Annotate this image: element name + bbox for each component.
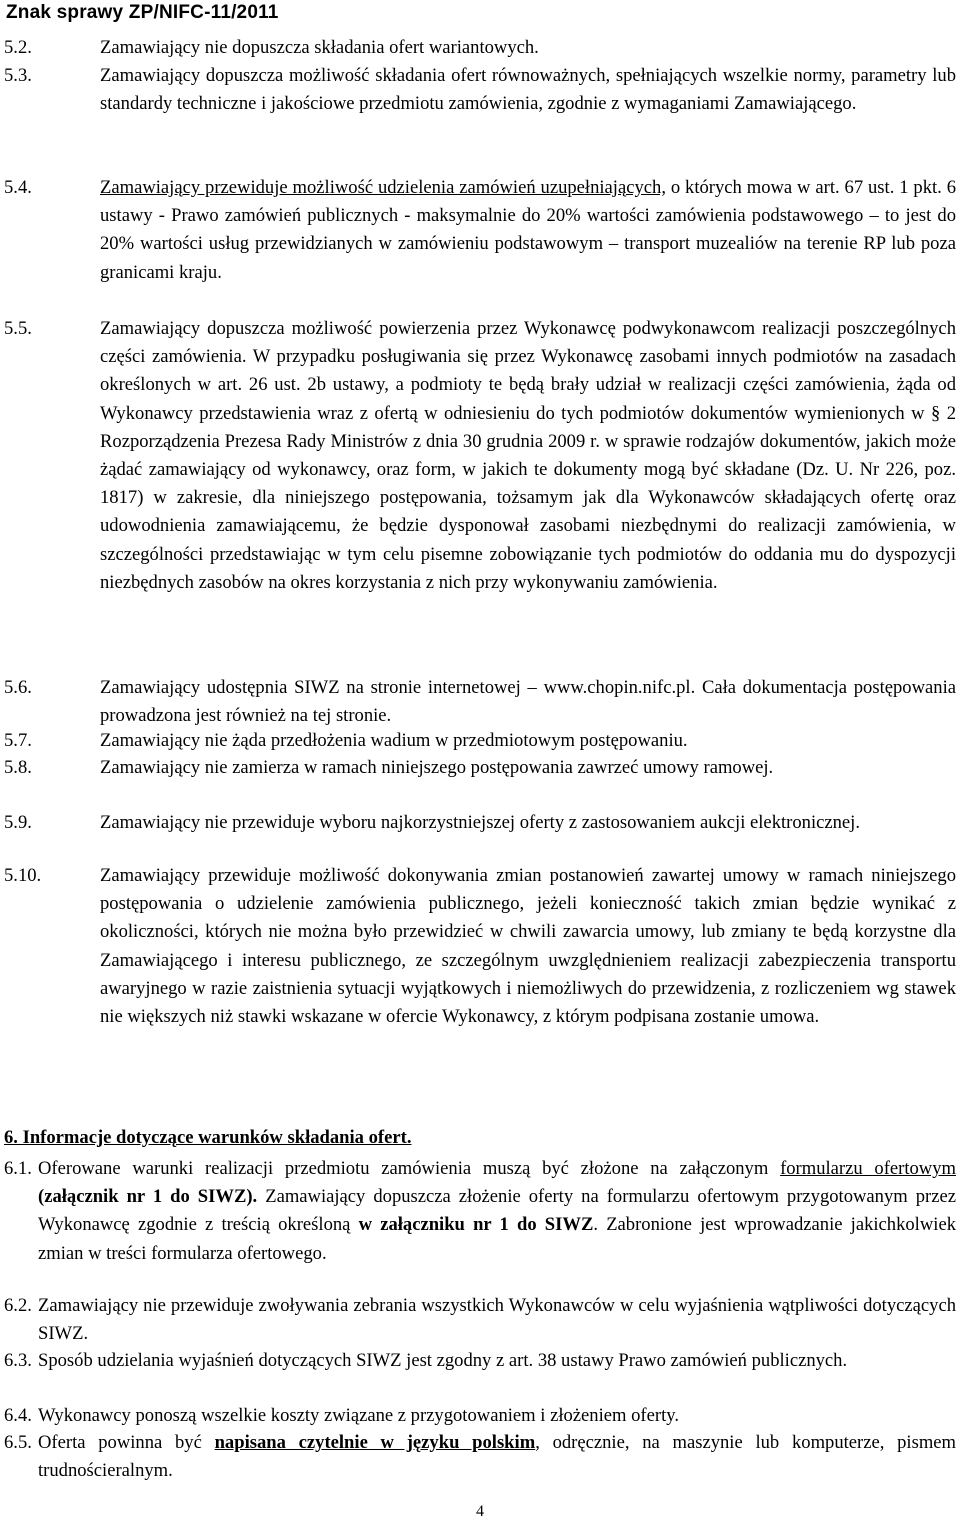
- clause-text: Zamawiający przewiduje możliwość dokonywania zmian postanowień zawartej umowy w ramach niniejszego postępowania o udzielenie zamówienia publicznego, jeżeli konieczność takich zmian będzie wynikać z okoliczności, których nie można było przewidzieć w chwili zawarcia umowy, lub zmiany te będą korzystne dla Zamawiającego i interesu publicznego, ze szczególnym uwzględnieniem realizacji zabezpieczenia transportu awaryjnego w razie zaistnienia sytuacji wyjątkowych i niemożliwych do przewidzenia, z rozliczeniem wg stawek nie większych niż stawki wskazane w ofercie Wykonawcy, z którym podpisana zostanie umowa.: [100, 865, 956, 1028]
- clause-text: Zamawiający nie przewiduje wyboru najkorzystniejszej oferty z zastosowaniem aukcji elektronicznej.: [100, 812, 860, 833]
- clause-5-9: [4, 809, 956, 837]
- clause-text: [100, 174, 956, 287]
- clause-number: 6.3.: [4, 1350, 32, 1371]
- clause-number: 5.3.: [4, 65, 32, 86]
- clause-text: Zamawiający nie żąda przedłożenia wadium w przedmiotowym postępowaniu.: [100, 730, 688, 751]
- case-number-header: Znak sprawy ZP/NIFC-11/2011: [6, 2, 279, 23]
- clause-text: Wykonawcy ponoszą wszelkie koszty związane z przygotowaniem i złożeniem oferty.: [38, 1405, 679, 1426]
- clause-text: Sposób udzielania wyjaśnień dotyczących SIWZ jest zgodny z art. 38 ustawy Prawo zamówień publicznych.: [38, 1350, 848, 1371]
- clause-text: Zamawiający dopuszcza możliwość składania ofert równoważnych, spełniających wszelkie normy, parametry lub standardy techniczne i jakościowe przedmiotu zamówienia, zgodnie z wymaganiami Zamawiającego.: [100, 65, 956, 115]
- page-number: 4: [476, 1503, 484, 1520]
- clause-text-part: Zamawiający dopuszcza złożenie oferty na formularzu ofertowym przygotowanym przez Wykonawcę zgodnie z treścią określoną: [38, 1186, 956, 1236]
- attachment-reference-bold: w załączniku nr 1 do SIWZ: [358, 1214, 594, 1236]
- clause-text: Zamawiający nie dopuszcza składania ofert wariantowych.: [100, 37, 539, 58]
- clause-5-7: [4, 727, 956, 755]
- section-6-title: 6. Informacje dotyczące warunków składania ofert.: [4, 1127, 412, 1148]
- language-requirement-emphasis: napisana czytelnie w języku polskim: [214, 1432, 536, 1453]
- clause-6-2: [4, 1292, 956, 1348]
- clause-5-4: [4, 174, 956, 287]
- clause-number: 6.2.: [4, 1295, 32, 1316]
- clause-text-part: , odręcznie, na maszynie lub komputerze, pismem trudnościeralnym.: [38, 1432, 957, 1482]
- clause-text: Zamawiający udostępnia SIWZ na stronie internetowej – www.chopin.nifc.pl. Cała dokumentacja postępowania prowadzona jest również na tej stronie.: [100, 677, 956, 727]
- clause-5-6: [4, 674, 956, 730]
- clause-5-10: [4, 862, 956, 1031]
- clause-number: 5.9.: [4, 812, 32, 833]
- form-reference-underlined: formularzu ofertowym: [780, 1158, 956, 1179]
- clause-5-3: [4, 62, 956, 118]
- clause-5-2: [4, 34, 956, 62]
- clause-text: Zamawiający nie przewiduje zwoływania zebrania wszystkich Wykonawców w celu wyjaśnienia wątpliwości dotyczących SIWZ.: [38, 1295, 956, 1345]
- clause-text: Zamawiający dopuszcza możliwość powierzenia przez Wykonawcę podwykonawcom realizacji poszczególnych części zamówienia. W przypadku posługiwania się przez Wykonawcę zasobami innych podmiotów na zasadach określonych w art. 26 ust. 2b ustawy, a podmioty te będą brały udział w realizacji części zamówienia, żąda od Wykonawcy przedstawienia wraz z ofertą w odniesieniu do tych podmiotów dokumentów wymienionych w § 2 Rozporządzenia Prezesa Rady Ministrów z dnia 30 grudnia 2009 r. w sprawie rodzajów dokumentów, jakich może żądać zamawiający od wykonawcy, oraz form, w jakich te dokumenty mogą być składane (Dz. U. Nr 226, poz. 1817) w zakresie, dla niniejszego postępowania, tożsamym jak dla Wykonawców składających ofertę oraz udowodnienia zamawiającemu, że będzie dysponował zasobami niezbędnymi do realizacji zamówienia, w szczególności przedstawiając w tym celu pisemne zobowiązanie tych podmiotów do oddania mu do dyspozycji niezbędnych zasobów na okres korzystania z nich przy wykonywaniu zamówienia.: [100, 318, 956, 593]
- attachment-reference-bold: (załącznik nr 1 do SIWZ).: [38, 1186, 258, 1208]
- clause-number: 6.4.: [4, 1405, 32, 1426]
- clause-text: [38, 1429, 956, 1485]
- clause-number: 5.4.: [4, 177, 32, 198]
- clause-number: 5.5.: [4, 318, 32, 339]
- clause-number: 5.2.: [4, 37, 32, 58]
- clause-number: 5.10.: [4, 865, 42, 886]
- clause-text-part: . Zabronione jest wprowadzanie jakichkolwiek zmian w treści formularza ofertowego.: [38, 1214, 956, 1264]
- clause-6-4: [4, 1402, 956, 1430]
- clause-number: 6.1.: [4, 1158, 32, 1179]
- clause-text-rest: o których mowa w art. 67 ust. 1 pkt. 6 ustawy - Prawo zamówień publicznych - maksymalnie do 20% wartości zamówienia podstawowego – to jest do 20% wartości usług przewidzianych w zamówieniu podstawowym – transport muzealiów na terenie RP lub poza granicami kraju.: [100, 177, 956, 283]
- clause-text-part: Oferta powinna być: [38, 1432, 215, 1453]
- clause-number: 5.8.: [4, 757, 32, 778]
- clause-number: 6.5.: [4, 1432, 32, 1453]
- clause-text: [38, 1155, 956, 1268]
- clause-5-8: [4, 754, 956, 782]
- clause-text-underlined: Zamawiający przewiduje możliwość udzielenia zamówień uzupełniających,: [100, 177, 666, 198]
- clause-5-5: [4, 315, 956, 597]
- clause-6-1: [4, 1155, 956, 1268]
- clause-6-3: [4, 1347, 956, 1375]
- clause-text: Zamawiający nie zamierza w ramach niniejszego postępowania zawrzeć umowy ramowej.: [100, 757, 774, 778]
- clause-6-5: [4, 1429, 956, 1485]
- clause-number: 5.6.: [4, 677, 32, 698]
- clause-number: 5.7.: [4, 730, 32, 751]
- clause-text-part: Oferowane warunki realizacji przedmiotu zamówienia muszą być złożone na załączonym: [38, 1158, 781, 1179]
